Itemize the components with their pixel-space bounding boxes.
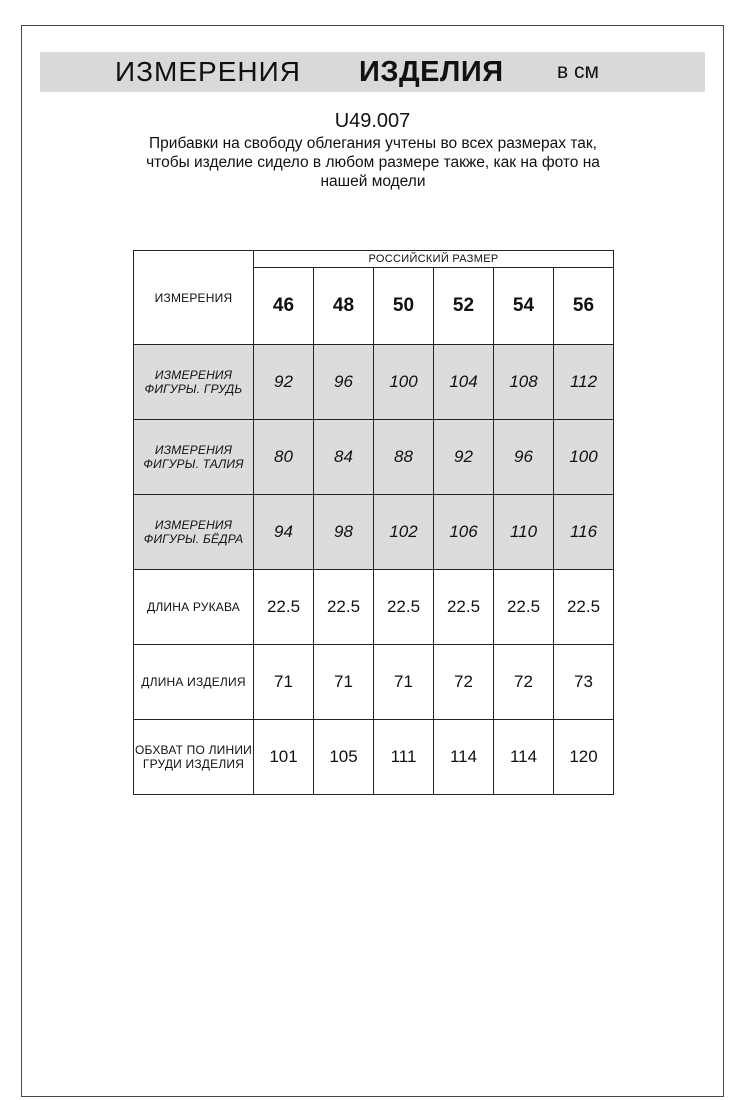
table-cell: 92 (434, 420, 494, 495)
table-cell: 71 (254, 645, 314, 720)
table-cell: 22.5 (254, 570, 314, 645)
title-banner (40, 52, 705, 92)
row-label: ОБХВАТ ПО ЛИНИИ ГРУДИ ИЗДЕЛИЯ (134, 720, 254, 795)
table-cell: 111 (374, 720, 434, 795)
article-code: U49.007 (334, 110, 411, 132)
table-cell: 98 (314, 495, 374, 570)
measurements-header: ИЗМЕРЕНИЯ (134, 251, 254, 345)
table-row (134, 720, 614, 795)
size-header: 56 (554, 268, 614, 345)
russian-size-header: РОССИЙСКИЙ РАЗМЕР (254, 251, 614, 268)
table-row (134, 345, 614, 420)
table-cell: 94 (254, 495, 314, 570)
size-header: 50 (374, 268, 434, 345)
table-cell: 22.5 (314, 570, 374, 645)
table-cell: 114 (494, 720, 554, 795)
table-cell: 96 (314, 345, 374, 420)
table-cell: 22.5 (554, 570, 614, 645)
table-row (134, 645, 614, 720)
table-cell: 22.5 (374, 570, 434, 645)
table-cell: 110 (494, 495, 554, 570)
table-cell: 100 (374, 345, 434, 420)
table-cell: 84 (314, 420, 374, 495)
table-cell: 102 (374, 495, 434, 570)
table-cell: 72 (494, 645, 554, 720)
size-header: 52 (434, 268, 494, 345)
table-row (134, 570, 614, 645)
table-cell: 116 (554, 495, 614, 570)
table-cell: 96 (494, 420, 554, 495)
table-cell: 73 (554, 645, 614, 720)
table-cell: 22.5 (494, 570, 554, 645)
table-cell: 71 (314, 645, 374, 720)
table-cell: 88 (374, 420, 434, 495)
row-label: ИЗМЕРЕНИЯ ФИГУРЫ. ГРУДЬ (134, 345, 254, 420)
table-cell: 72 (434, 645, 494, 720)
table-row (134, 420, 614, 495)
table-cell: 71 (374, 645, 434, 720)
table-cell: 104 (434, 345, 494, 420)
table-cell: 100 (554, 420, 614, 495)
size-table (133, 250, 614, 795)
row-label: ИЗМЕРЕНИЯ ФИГУРЫ. БЁДРА (134, 495, 254, 570)
table-cell: 80 (254, 420, 314, 495)
row-label: ИЗМЕРЕНИЯ ФИГУРЫ. ТАЛИЯ (134, 420, 254, 495)
row-label: ДЛИНА ИЗДЕЛИЯ (134, 645, 254, 720)
table-cell: 108 (494, 345, 554, 420)
table-cell: 92 (254, 345, 314, 420)
table-cell: 22.5 (434, 570, 494, 645)
size-header: 48 (314, 268, 374, 345)
title-measurements: ИЗМЕРЕНИЯ (115, 56, 301, 87)
fit-note: Прибавки на свободу облегания учтены во всех размерах так, чтобы изделие сидело в любом размере также, как на фото на нашей модели (146, 135, 600, 190)
table-cell: 112 (554, 345, 614, 420)
size-header: 54 (494, 268, 554, 345)
table-cell: 120 (554, 720, 614, 795)
table-cell: 114 (434, 720, 494, 795)
table-cell: 101 (254, 720, 314, 795)
table-cell: 105 (314, 720, 374, 795)
table-cell: 106 (434, 495, 494, 570)
table-row (134, 495, 614, 570)
row-label: ДЛИНА РУКАВА (134, 570, 254, 645)
title-unit: в см (557, 60, 599, 83)
size-header: 46 (254, 268, 314, 345)
title-garment: ИЗДЕЛИЯ (359, 56, 504, 88)
